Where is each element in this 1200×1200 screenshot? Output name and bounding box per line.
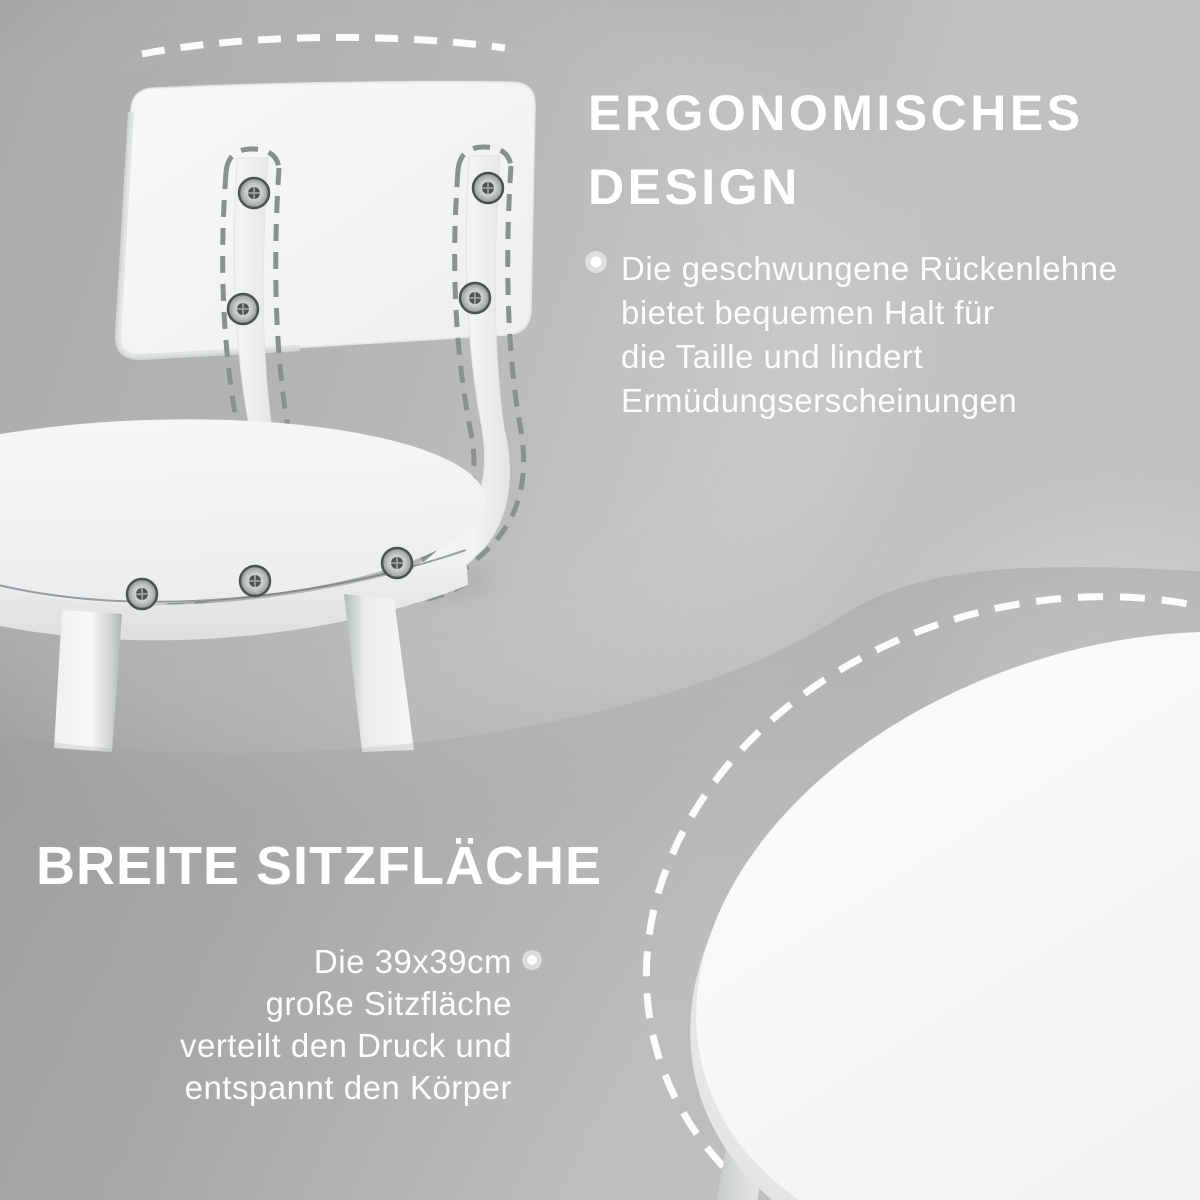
body-line: Die geschwungene Rückenlehne xyxy=(621,250,1118,287)
body-line: Ermüdungserscheinungen xyxy=(621,382,1018,419)
body-line: entspannt den Körper xyxy=(184,1069,512,1106)
heading-line: ERGONOMISCHES xyxy=(588,85,1084,141)
body-line: bietet bequemen Halt für xyxy=(621,294,995,331)
body-line: Die 39x39cm xyxy=(313,943,512,980)
body-line: große Sitzfläche xyxy=(265,985,512,1022)
ring-bullet-icon xyxy=(585,251,607,273)
body-line: verteilt den Druck und xyxy=(180,1027,512,1064)
body-line: die Taille und lindert xyxy=(621,338,924,375)
heading-line: DESIGN xyxy=(588,159,801,215)
ergonomic-feature-text xyxy=(621,247,1118,423)
section-heading-wide-seat: BREITE SITZFLÄCHE xyxy=(36,836,602,896)
wide-seat-feature-text xyxy=(88,941,512,1109)
ring-bullet-icon xyxy=(522,950,542,970)
section-heading-ergonomic xyxy=(588,76,1084,224)
